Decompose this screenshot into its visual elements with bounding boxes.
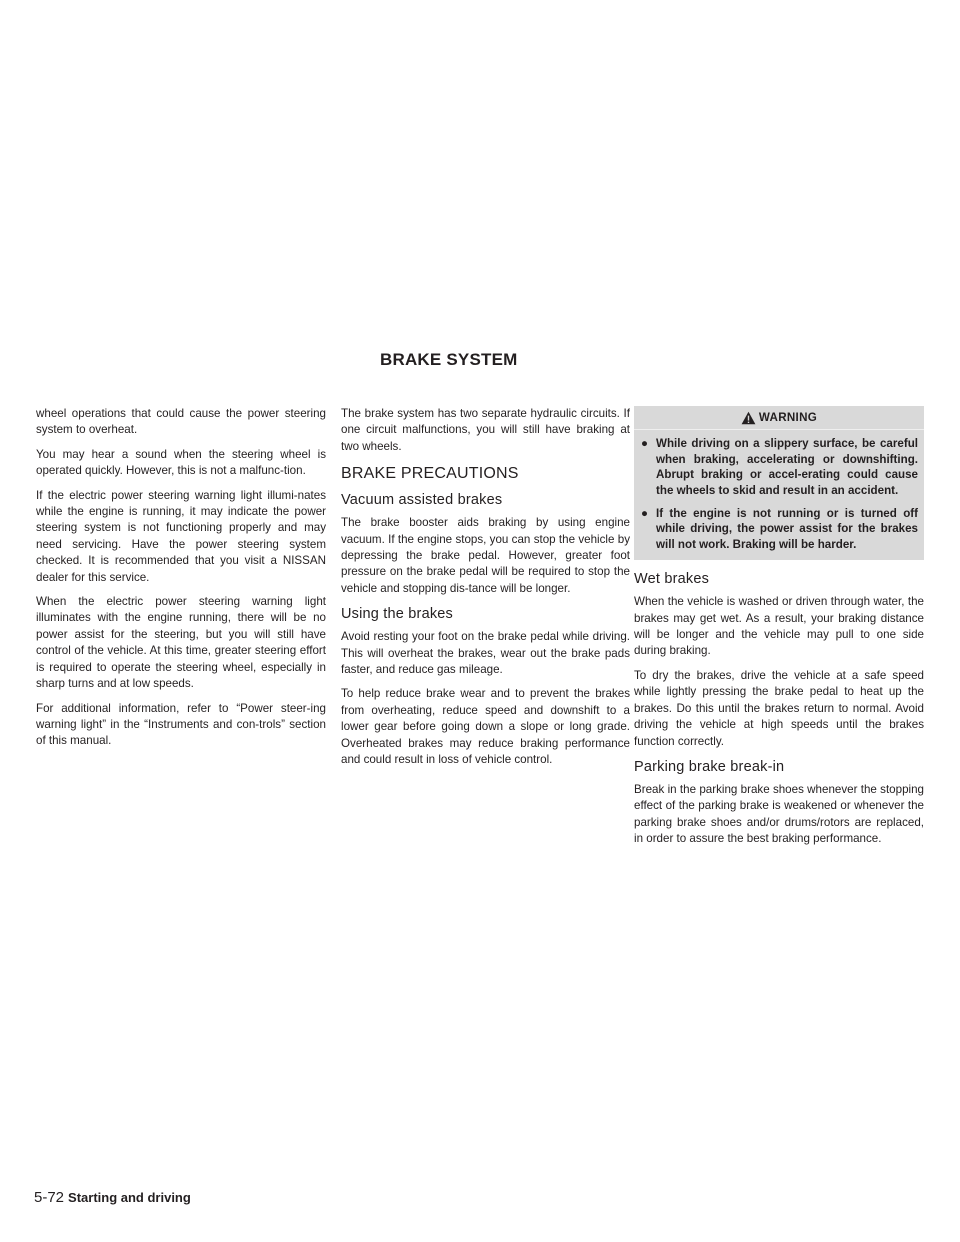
warning-header: [634, 406, 924, 430]
warning-item: [640, 506, 918, 552]
vacuum-assisted-heading: Vacuum assisted brakes: [341, 492, 503, 509]
wet-brakes-heading: Wet brakes: [634, 571, 710, 588]
paragraph: The brake booster aids braking by using engine vacuum. If the engine stops, you can stop the vehicle by depressing the brake pedal. However, greater foot pressure on the brake pedal will be required to stop the vehicle and stopping dis-tance will be longer.: [341, 516, 630, 595]
paragraph: Break in the parking brake shoes whenever the stopping effect of the parking brake is weakened or whenever the parking brake shoes and/or drums/rotors are replaced, in order to assure the best braking performance.: [634, 782, 924, 846]
warning-item-text: While driving on a slippery surface, be careful when braking, accelerating or downshifting. Abrupt braking or accel-erating could cause the wheels to skid and result in an accident.: [656, 437, 918, 497]
section-title: BRAKE SYSTEM: [380, 350, 518, 369]
chapter-title: Starting and driving: [68, 1190, 191, 1205]
warning-item-text: If the engine is not running or is turned off while driving, the power assist for the brakes will not work. Braking will be harder.: [656, 507, 918, 551]
bullet-icon: ●: [641, 507, 649, 521]
bullet-icon: ●: [641, 437, 649, 451]
using-brakes-heading: Using the brakes: [341, 606, 454, 623]
page-footer: [34, 1189, 191, 1206]
column-left: [36, 406, 326, 758]
paragraph: You may hear a sound when the steering wheel is operated quickly. However, this is not a malfunc-tion.: [36, 447, 326, 478]
paragraph: For additional information, refer to “Power steer-ing warning light” in the “Instruments and con-trols” section of this manual.: [36, 701, 326, 748]
warning-label: WARNING: [758, 411, 818, 424]
warning-list: [640, 436, 918, 552]
column-right: [634, 406, 924, 856]
column-middle: [341, 406, 630, 777]
paragraph: To help reduce brake wear and to prevent the brakes from overheating, reduce speed and downshift to a lower gear before going down a slope or long grade. Overheated brakes may reduce braking performance and could result in loss of vehicle control.: [341, 687, 630, 767]
paragraph: If the electric power steering warning light illumi-nates while the engine is running, it may indicate the power steering system is not functioning properly and may need servicing. Have the power steering system checked. It is recommended that you visit a NISSAN dealer for this service.: [36, 488, 326, 584]
intro-paragraph: The brake system has two separate hydraulic circuits. If one circuit malfunctions, you will still have braking at two wheels.: [341, 407, 630, 453]
paragraph: When the electric power steering warning light illuminates with the engine running, there will be no power assist for the steering, but you will still have control of the vehicle. At this time, greater steering effort is required to operate the steering wheel, especially in sharp turns and at low speeds.: [36, 595, 326, 691]
paragraph: When the vehicle is washed or driven through water, the brakes may get wet. As a result, your braking distance will be longer and the vehicle may pull to one side during braking.: [634, 595, 924, 658]
brake-precautions-heading: BRAKE PRECAUTIONS: [341, 465, 519, 483]
paragraph: To dry the brakes, drive the vehicle at a safe speed while lightly pressing the brake pedal to heat up the brakes. Do this until the brakes return to normal. Avoid driving the vehicle at high speeds until the brakes function correctly.: [634, 668, 924, 748]
page-number: 5-72: [34, 1189, 65, 1206]
parking-brake-heading: Parking brake break-in: [634, 758, 785, 775]
warning-triangle-icon: [741, 411, 756, 425]
paragraph: wheel operations that could cause the power steering system to overheat.: [36, 407, 326, 437]
paragraph: Avoid resting your foot on the brake pedal while driving. This will overheat the brakes, wear out the brake pads faster, and reduce gas mileage.: [341, 630, 630, 677]
warning-item: [640, 436, 918, 498]
warning-box: [634, 406, 924, 560]
